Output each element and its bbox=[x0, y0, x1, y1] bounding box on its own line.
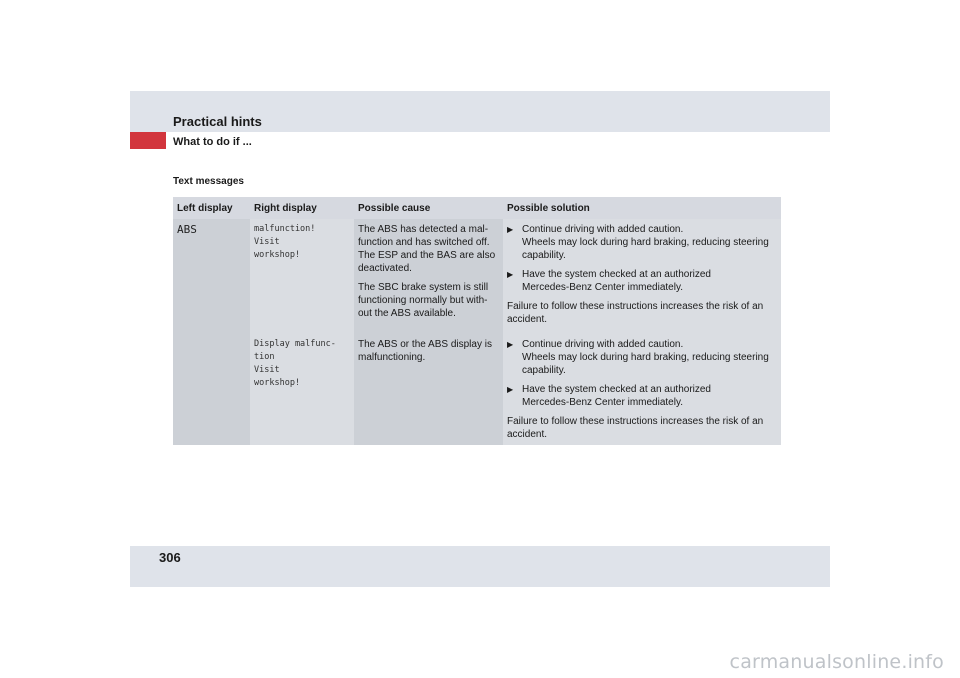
play-triangle-icon: ▶ bbox=[507, 225, 514, 234]
section-marker bbox=[130, 132, 166, 149]
step-line: capability. bbox=[522, 250, 566, 261]
table-caption: Text messages bbox=[173, 176, 244, 187]
possible-solution-cell bbox=[503, 330, 781, 445]
step-line: Wheels may lock during hard braking, reducing steering bbox=[522, 237, 769, 248]
step-line: Wheels may lock during hard braking, reducing steering bbox=[522, 352, 769, 363]
cause-line: The ABS has detected a mal- bbox=[358, 224, 489, 235]
cause-line: function and has switched off. bbox=[358, 237, 490, 248]
cause-line: The ESP and the BAS are also bbox=[358, 250, 496, 261]
step-line: Have the system checked at an authorized bbox=[522, 384, 711, 395]
footer-band bbox=[130, 546, 830, 587]
display-text-line: workshop! bbox=[254, 378, 301, 388]
solution-step bbox=[507, 268, 777, 294]
warning-line: accident. bbox=[507, 314, 548, 325]
solution-step bbox=[507, 383, 777, 409]
column-header-possible-cause: Possible cause bbox=[354, 197, 503, 219]
cause-line: out the ABS available. bbox=[358, 308, 456, 319]
left-display-code: ABS bbox=[177, 223, 197, 236]
cause-line: deactivated. bbox=[358, 263, 412, 274]
warning-line: Failure to follow these instructions increases the risk of an bbox=[507, 416, 764, 427]
right-display-cell bbox=[250, 219, 354, 330]
column-header-possible-solution: Possible solution bbox=[503, 197, 781, 219]
table-row bbox=[173, 219, 781, 330]
play-triangle-icon: ▶ bbox=[507, 340, 514, 349]
possible-solution-cell bbox=[503, 219, 781, 330]
page-number: 306 bbox=[159, 550, 181, 565]
step-line: Mercedes-Benz Center immediately. bbox=[522, 282, 683, 293]
step-line: Continue driving with added caution. bbox=[522, 339, 684, 350]
table-header-row bbox=[173, 197, 781, 219]
column-header-left-display: Left display bbox=[173, 197, 250, 219]
play-triangle-icon: ▶ bbox=[507, 385, 514, 394]
cause-line: functioning normally but with- bbox=[358, 295, 488, 306]
display-text-line: malfunction! bbox=[254, 224, 316, 234]
step-line: Mercedes-Benz Center immediately. bbox=[522, 397, 683, 408]
watermark-text: carmanualsonline.info bbox=[729, 651, 944, 673]
cause-line: malfunctioning. bbox=[358, 352, 426, 363]
text-messages-table bbox=[173, 197, 781, 445]
play-triangle-icon: ▶ bbox=[507, 270, 514, 279]
cause-line: The SBC brake system is still bbox=[358, 282, 489, 293]
display-text-line: workshop! bbox=[254, 250, 301, 260]
left-display-cell bbox=[173, 219, 250, 445]
right-display-cell bbox=[250, 330, 354, 445]
step-line: capability. bbox=[522, 365, 566, 376]
step-line: Have the system checked at an authorized bbox=[522, 269, 711, 280]
section-title: Practical hints bbox=[173, 114, 262, 129]
display-text-line: tion bbox=[254, 352, 275, 362]
table-row bbox=[173, 330, 781, 445]
column-header-right-display: Right display bbox=[250, 197, 354, 219]
display-text-line: Display malfunc- bbox=[254, 339, 336, 349]
warning-line: accident. bbox=[507, 429, 548, 440]
cause-line: The ABS or the ABS display is bbox=[358, 339, 492, 350]
display-text-line: Visit bbox=[254, 237, 280, 247]
subsection-title: What to do if ... bbox=[173, 136, 252, 148]
possible-cause-cell bbox=[354, 219, 503, 330]
display-text-line: Visit bbox=[254, 365, 280, 375]
possible-cause-cell bbox=[354, 330, 503, 445]
solution-step bbox=[507, 338, 777, 377]
warning-line: Failure to follow these instructions increases the risk of an bbox=[507, 301, 764, 312]
solution-step bbox=[507, 223, 777, 262]
step-line: Continue driving with added caution. bbox=[522, 224, 684, 235]
